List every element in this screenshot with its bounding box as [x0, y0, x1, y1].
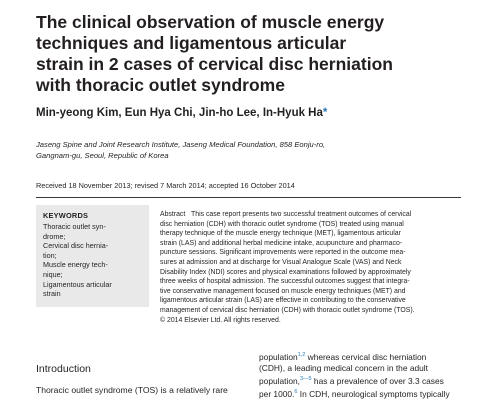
- abstract-line: tive conservative management focused on muscle energy techniques (MET) and: [160, 287, 406, 295]
- abstract-line: puncture sessions. Significant improvements were reported in the outcome mea-: [160, 249, 406, 257]
- abstract-line: sures at admission and at discharge for Visual Analogue Scale (VAS) and Neck: [160, 258, 402, 266]
- abstract: [160, 210, 460, 325]
- title-line: techniques and ligamentous articular: [36, 33, 347, 53]
- keyword-item: [43, 241, 142, 260]
- body-text: per 1000.: [259, 388, 295, 399]
- introduction-text: Thoracic outlet syndrome (TOS) is a relatively rare: [36, 385, 228, 395]
- title-line: The clinical observation of muscle energy: [36, 12, 385, 32]
- abstract-line: three weeks of hospital admission. The successful outcomes suggest that integra-: [160, 278, 410, 286]
- copyright-line: © 2014 Elsevier Ltd. All rights reserved.: [160, 316, 281, 324]
- corresponding-author-link[interactable]: *: [322, 107, 328, 119]
- body-text: has a prevalence of over 3.3 cases: [311, 375, 444, 386]
- keyword-line: Cervical disc hernia-: [43, 241, 109, 251]
- keywords-heading: KEYWORDS: [43, 211, 89, 220]
- keyword-item: [43, 222, 142, 241]
- abstract-line: strain (LAS) and additional herbal medicine intake, acupuncture and pharmaco-: [160, 239, 403, 247]
- body-line: (CDH), a leading medical concern in the adult: [259, 362, 428, 373]
- article-title: [36, 12, 456, 96]
- keywords-list: [43, 222, 142, 299]
- body-text: population: [259, 351, 298, 362]
- section-heading-introduction: Introduction: [36, 363, 91, 375]
- citation-link[interactable]: 6: [294, 388, 298, 395]
- body-line: [259, 350, 464, 363]
- keyword-line: drome;: [43, 231, 66, 241]
- affiliation: [36, 139, 436, 161]
- keyword-line: Thoracic outlet syn-: [43, 222, 106, 231]
- keyword-line: Ligamentous articular: [43, 279, 112, 289]
- keyword-item: [43, 280, 142, 299]
- abstract-line: management of cervical disc herniation (CDH) with thoracic outlet syndrome (TOS).: [160, 306, 415, 314]
- citation-link[interactable]: 3—5: [299, 375, 312, 382]
- abstract-line: ligamentous articular strain (LAS) are effective in contributing to the conservative: [160, 297, 406, 305]
- abstract-text: This case report presents two successful treatment outcomes of cervical: [191, 211, 412, 218]
- keyword-line: strain: [43, 289, 61, 299]
- title-line: strain in 2 cases of cervical disc herniation: [36, 54, 393, 74]
- title-line: with thoracic outlet syndrome: [36, 75, 285, 95]
- abstract-line: disc herniation (CDH) with thoracic outlet syndrome (TOS) treated using manual: [160, 220, 404, 228]
- received-dates: Received 18 November 2013; revised 7 March 2014; accepted 16 October 2014: [36, 181, 295, 190]
- abstract-line: therapy technique of the muscle energy technique (MET), ligamentous articular: [160, 230, 401, 238]
- affiliation-line: Gangnam-gu, Seoul, Republic of Korea: [36, 151, 169, 160]
- affiliation-line: Jaseng Spine and Joint Research Institute, Jaseng Medical Foundation, 858 Eonju-ro,: [36, 140, 326, 149]
- author-list: [36, 107, 327, 119]
- keyword-item: [43, 260, 142, 279]
- abstract-line: Disability Index (NDI) scores and physical examinations followed by approximately: [160, 268, 411, 276]
- author-names: Min-yeong Kim, Eun Hya Chi, Jin-ho Lee, In-Hyuk Ha: [36, 107, 323, 119]
- divider: [36, 197, 461, 198]
- body-line: [259, 387, 464, 400]
- keyword-line: tion;: [43, 250, 57, 260]
- citation-link[interactable]: 1,2: [297, 352, 306, 358]
- right-column-text: [259, 350, 464, 399]
- abstract-line: [160, 210, 460, 220]
- abstract-label: Abstract: [160, 211, 186, 218]
- keyword-line: Muscle energy tech-: [43, 260, 108, 270]
- body-text: In CDH, neurological symptoms typically: [297, 388, 450, 399]
- body-line: [259, 374, 464, 387]
- keywords-box: [36, 205, 149, 307]
- body-text: population,: [259, 375, 300, 386]
- keyword-line: nique;: [43, 269, 63, 279]
- body-text: whereas cervical disc herniation: [305, 351, 427, 362]
